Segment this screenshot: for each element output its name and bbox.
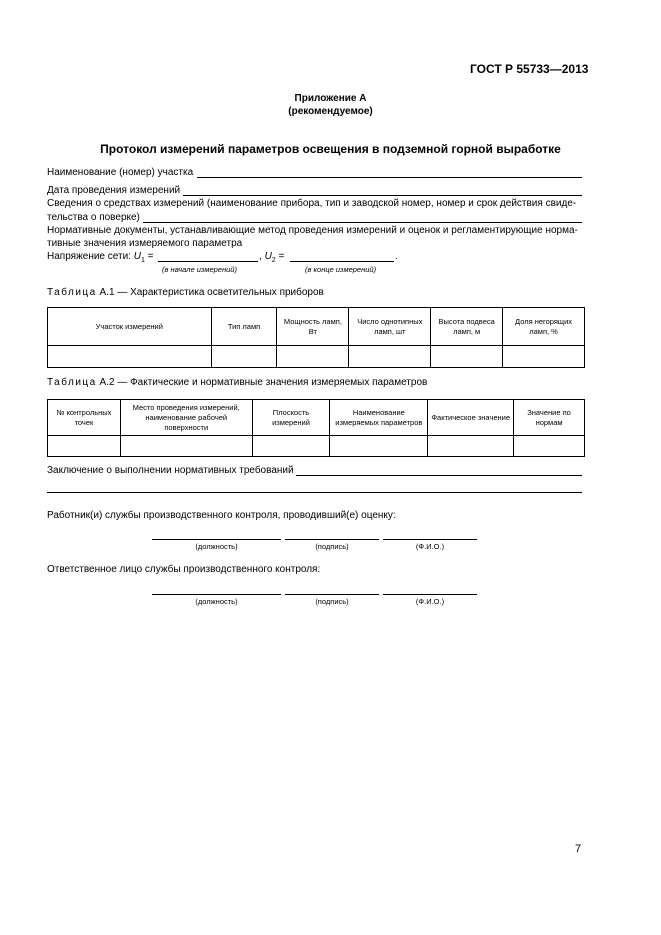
u2-symbol: U (264, 251, 272, 262)
table1 (47, 307, 585, 368)
table1-caption-text: А.1 — Характеристика осветительных приборов (99, 287, 324, 298)
responsible-name-line[interactable] (383, 594, 477, 595)
table2-empty-row (48, 436, 585, 457)
appendix-subtitle: (рекомендуемое) (288, 106, 373, 117)
date-line[interactable] (183, 195, 582, 196)
u1-note: (в начале измерений) (162, 265, 237, 274)
u2-value-line[interactable] (290, 261, 394, 262)
table1-header-cell: Участок измерений (48, 308, 212, 346)
table1-cell[interactable] (211, 346, 277, 368)
appendix-heading (0, 92, 661, 118)
conclusion-line-2[interactable] (47, 492, 582, 493)
responsible-signature-caption: (подпись) (315, 597, 349, 606)
table2-cell[interactable] (330, 436, 428, 457)
table1-header-cell: Тип ламп (211, 308, 277, 346)
instruments-label-line1: Сведения о средствах измерений (наименование прибора, тип и заводской номер, номер и срок действия свиде- (47, 198, 577, 209)
table2 (47, 399, 585, 457)
table1-cell[interactable] (431, 346, 503, 368)
voltage-label: Напряжение сети: (47, 251, 131, 262)
table2-cell[interactable] (428, 436, 514, 457)
u2-note: (в конце измерений) (305, 265, 377, 274)
table2-header-cell: Наименование измеряемых параметров (330, 400, 428, 436)
u2-period: . (395, 251, 398, 262)
u1-equals: = (147, 251, 154, 262)
responsible-position-line[interactable] (152, 594, 281, 595)
appendix-title: Приложение А (294, 93, 367, 104)
worker-signature-caption: (подпись) (315, 542, 349, 551)
table2-header-cell: Значение по нормам (514, 400, 585, 436)
u2-group (259, 251, 284, 264)
protocol-title: Протокол измерений параметров освещения в подземной горной выработке (100, 142, 561, 156)
table2-header-cell: Место проведения измерений, наименование рабочей поверхности (120, 400, 252, 436)
table2-header-cell: Плоскость измерений (252, 400, 330, 436)
table1-header-cell: Доля негорящих ламп, % (503, 308, 585, 346)
table2-header-row (48, 400, 585, 436)
u2-equals: = (278, 251, 285, 262)
u1-subscript: 1 (140, 257, 145, 264)
u2-subscript: 2 (271, 257, 276, 264)
responsible-name-caption: (Ф.И.О.) (415, 597, 445, 606)
instruments-line[interactable] (143, 222, 582, 223)
table2-cell[interactable] (48, 436, 121, 457)
u1-comma: , (259, 251, 262, 262)
table2-cell[interactable] (252, 436, 330, 457)
table2-cell[interactable] (120, 436, 252, 457)
document-id: ГОСТ Р 55733—2013 (470, 62, 589, 76)
worker-position-line[interactable] (152, 539, 281, 540)
table1-cell[interactable] (48, 346, 212, 368)
table2-header-cell: № контрольных точек (48, 400, 121, 436)
norms-label-line1: Нормативные документы, устанавливающие метод проведения измерений и оценок и регламентирующие норма- (47, 225, 578, 236)
section-name-line[interactable] (197, 177, 582, 178)
worker-position-caption: (должность) (195, 542, 238, 551)
instruments-label-line2: тельства о поверке) (47, 212, 140, 223)
conclusion-line-1[interactable] (296, 475, 582, 476)
worker-label: Работник(и) службы производственного контроля, проводивший(е) оценку: (47, 510, 396, 521)
table1-header-cell: Мощность ламп, Вт (277, 308, 349, 346)
voltage-row (47, 251, 153, 264)
responsible-position-caption: (должность) (195, 597, 238, 606)
table1-header-row (48, 308, 585, 346)
page-number: 7 (575, 843, 582, 855)
table2-caption-prefix: Таблица (47, 377, 97, 388)
table2-caption-text: А.2 — Фактические и нормативные значения измеряемых параметров (99, 377, 428, 388)
responsible-label: Ответственное лицо службы производственного контроля: (47, 564, 321, 575)
table1-cell[interactable] (277, 346, 349, 368)
table1-header-cell: Высота подвеса ламп, м (431, 308, 503, 346)
table1-cell[interactable] (503, 346, 585, 368)
table1-cell[interactable] (349, 346, 431, 368)
worker-signature-line[interactable] (285, 539, 379, 540)
table2-cell[interactable] (514, 436, 585, 457)
conclusion-label: Заключение о выполнении нормативных требований (47, 465, 294, 476)
u1-symbol: U (133, 251, 141, 262)
responsible-signature-line[interactable] (285, 594, 379, 595)
table1-empty-row (48, 346, 585, 368)
table1-caption (47, 287, 324, 298)
u1-value-line[interactable] (158, 261, 258, 262)
table2-caption (47, 377, 427, 388)
norms-label-line2: тивные значения измеряемого параметра (47, 238, 243, 249)
table1-header-cell: Число однотипных ламп, шт (349, 308, 431, 346)
table2-header-cell: Фактическое значение (428, 400, 514, 436)
worker-name-caption: (Ф.И.О.) (415, 542, 445, 551)
section-name-label: Наименование (номер) участка (47, 167, 194, 178)
table1-caption-prefix: Таблица (47, 287, 97, 298)
worker-name-line[interactable] (383, 539, 477, 540)
date-label: Дата проведения измерений (47, 185, 181, 196)
